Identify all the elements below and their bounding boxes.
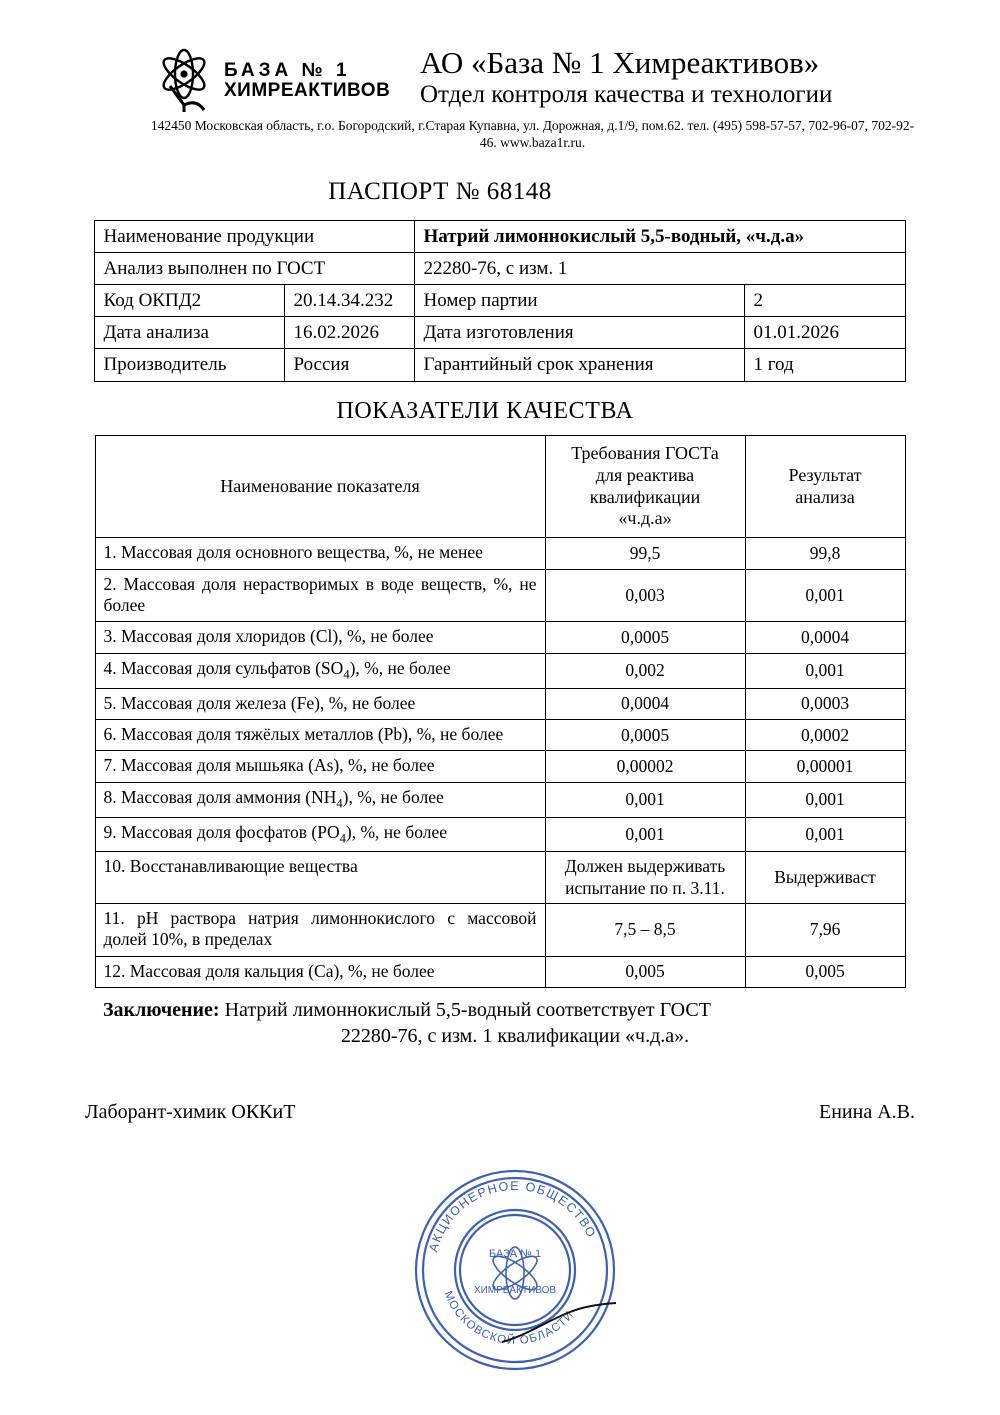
indicator-requirement: 0,003: [545, 569, 745, 622]
table-row: [95, 904, 905, 957]
indicator-result: 0,001: [745, 817, 905, 852]
passport-title: ПАСПОРТ № 68148: [328, 177, 552, 205]
indicator-result: Выдерживаст: [745, 852, 905, 904]
signature-block: [75, 1101, 925, 1124]
quality-indicators-table: [95, 435, 906, 989]
logo-line-2: ХИМРЕАКТИВОВ: [224, 80, 391, 101]
conclusion-lead: Заключение:: [103, 999, 220, 1022]
indicator-name: 10. Восстанавливающие вещества: [95, 852, 545, 904]
analysis-date-label: Дата анализа: [95, 317, 285, 349]
manufacture-date-value: 01.01.2026: [745, 317, 905, 349]
indicator-requirement: 0,001: [545, 817, 745, 852]
table-row: [95, 817, 905, 852]
shelf-life-label: Гарантийный срок хранения: [415, 349, 745, 381]
indicator-name: 7. Массовая доля мышьяка (As), %, не более: [95, 751, 545, 782]
table-row: [95, 688, 905, 719]
table-row: [95, 285, 905, 317]
gost-label: Анализ выполнен по ГОСТ: [95, 252, 415, 284]
analysis-date-value: 16.02.2026: [285, 317, 415, 349]
conclusion-block: [85, 998, 915, 1049]
table-header-row: [95, 435, 905, 538]
table-row: [95, 852, 905, 904]
indicator-requirement: 0,001: [545, 782, 745, 817]
indicator-name: 3. Массовая доля хлоридов (Cl), %, не более: [95, 622, 545, 653]
table-row: [95, 653, 905, 688]
shelf-life-value: 1 год: [745, 349, 905, 381]
indicator-result: 0,005: [745, 956, 905, 987]
document-header: [55, 40, 945, 114]
indicator-requirement: 99,5: [545, 538, 745, 569]
department-name: Отдел контроля качества и технологии: [420, 80, 833, 108]
handwritten-signature: [500, 1300, 620, 1350]
col-result-l1: Результат: [788, 464, 862, 485]
producer-label: Производитель: [95, 349, 285, 381]
company-logo: [150, 40, 420, 114]
company-address: 142450 Московская область, г.о. Богородский, г.Старая Купавна, ул. Дорожная, д.1/9, пом.62. тел. (495) 598-57-57, 702-96-07, 702-92-46. www.baza1r.ru.: [150, 118, 915, 150]
atom-logo-icon: [150, 48, 222, 114]
indicator-result: 0,0004: [745, 622, 905, 653]
indicator-result: 0,00001: [745, 751, 905, 782]
conclusion-line-1: Натрий лимоннокислый 5,5-водный соответствует ГОСТ: [219, 999, 711, 1022]
gost-value: 22280-76, с изм. 1: [415, 252, 905, 284]
okpd-label: Код ОКПД2: [95, 285, 285, 317]
col-indicator: Наименование показателя: [95, 435, 545, 538]
indicator-result: 0,001: [745, 653, 905, 688]
indicator-requirement: 0,0004: [545, 688, 745, 719]
table-row: [95, 751, 905, 782]
producer-value: Россия: [285, 349, 415, 381]
signatory-name: Енина А.В.: [819, 1101, 915, 1124]
svg-text:ХИМРЕАКТИВОВ: ХИМРЕАКТИВОВ: [473, 1285, 557, 1296]
col-requirement-l4: «ч.д.а»: [618, 508, 672, 529]
product-info-table: [94, 220, 905, 382]
table-row: [95, 317, 905, 349]
table-row: [95, 252, 905, 284]
col-result-l2: анализа: [795, 486, 855, 507]
indicator-result: 0,0002: [745, 720, 905, 751]
company-name: АО «База № 1 Химреактивов»: [420, 45, 820, 80]
col-result: [745, 435, 905, 538]
table-row: [95, 782, 905, 817]
indicator-name: 8. Массовая доля аммония $(NH_4)$, %, не более: [95, 782, 545, 817]
svg-text:МОСКОВСКОЙ ОБЛАСТИ: МОСКОВСКОЙ ОБЛАСТИ: [441, 1289, 577, 1348]
header-titles: [420, 40, 945, 109]
table-row: [95, 720, 905, 751]
conclusion-line-2: 22280-76, с изм. 1 квалификации «ч.д.а».: [340, 1024, 690, 1047]
indicator-name: 11. рН раствора натрия лимоннокислого с массовой долей 10%, в пределах: [95, 904, 545, 957]
indicator-result: 0,0003: [745, 688, 905, 719]
indicator-name: 4. Массовая доля сульфатов $(SO_4)$, %, не более: [95, 653, 545, 688]
indicator-name: 6. Массовая доля тяжёлых металлов (Pb), %, не более: [95, 720, 545, 751]
indicator-result: 7,96: [745, 904, 905, 957]
indicator-requirement: Должен выдерживать испытание по п. 3.11.: [545, 852, 745, 904]
product-name-value: Натрий лимоннокислый 5,5-водный, «ч.д.а»: [415, 220, 905, 252]
quality-section-title: ПОКАЗАТЕЛИ КАЧЕСТВА: [336, 397, 634, 424]
col-requirement: [545, 435, 745, 538]
table-row: [95, 956, 905, 987]
indicator-name: 2. Массовая доля нерастворимых в воде веществ, %, не более: [95, 569, 545, 622]
indicator-name: 5. Массовая доля железа (Fe), %, не более: [95, 688, 545, 719]
table-row: [95, 622, 905, 653]
logo-line-1: БАЗА № 1: [224, 60, 351, 82]
indicator-requirement: 0,005: [545, 956, 745, 987]
indicator-name: 1. Массовая доля основного вещества, %, не менее: [95, 538, 545, 569]
signatory-position: Лаборант-химик ОККиТ: [85, 1101, 296, 1124]
col-requirement-l2: для реактива: [595, 464, 695, 485]
official-stamp: [410, 1165, 620, 1375]
table-row: [95, 538, 905, 569]
indicator-requirement: 0,0005: [545, 622, 745, 653]
indicator-requirement: 0,002: [545, 653, 745, 688]
manufacture-date-label: Дата изготовления: [415, 317, 745, 349]
col-requirement-l1: Требования ГОСТа: [571, 442, 719, 463]
okpd-value: 20.14.34.232: [285, 285, 415, 317]
batch-label: Номер партии: [415, 285, 745, 317]
indicator-requirement: 0,00002: [545, 751, 745, 782]
indicator-result: 99,8: [745, 538, 905, 569]
table-row: [95, 569, 905, 622]
indicator-name: 9. Массовая доля фосфатов $(PO_4)$, %, не более: [95, 817, 545, 852]
svg-text:АКЦИОНЕРНОЕ ОБЩЕСТВО: АКЦИОНЕРНОЕ ОБЩЕСТВО: [426, 1178, 599, 1254]
indicator-requirement: 7,5 – 8,5: [545, 904, 745, 957]
product-name-label: Наименование продукции: [95, 220, 415, 252]
col-requirement-l3: квалификации: [589, 486, 701, 507]
svg-text:БАЗА № 1: БАЗА № 1: [488, 1248, 542, 1260]
table-row: [95, 349, 905, 381]
indicator-result: 0,001: [745, 782, 905, 817]
table-row: [95, 220, 905, 252]
indicator-requirement: 0,0005: [545, 720, 745, 751]
indicator-name: 12. Массовая доля кальция (Ca), %, не более: [95, 956, 545, 987]
indicator-result: 0,001: [745, 569, 905, 622]
batch-value: 2: [745, 285, 905, 317]
